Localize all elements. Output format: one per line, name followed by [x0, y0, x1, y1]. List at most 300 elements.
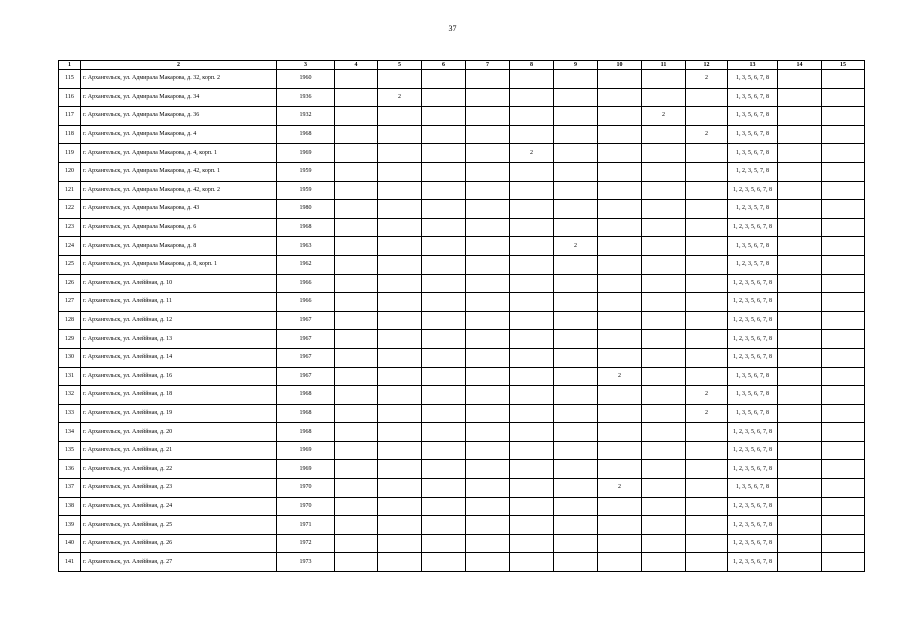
cell-col-9 [554, 479, 598, 498]
cell-col-11 [642, 441, 686, 460]
cell-col-3: 1967 [277, 311, 335, 330]
cell-col-4 [335, 311, 378, 330]
cell-col-8 [510, 125, 554, 144]
cell-col-13: 1, 2, 3, 5, 7, 8 [728, 200, 778, 219]
cell-col-2: г. Архангельск, ул. Адмирала Макарова, д. 4, корп. 1 [81, 144, 277, 163]
cell-col-15 [822, 423, 865, 442]
cell-col-13: 1, 2, 3, 5, 6, 7, 8 [728, 460, 778, 479]
cell-col-10 [598, 311, 642, 330]
cell-col-11 [642, 255, 686, 274]
table-row [59, 311, 865, 330]
cell-col-10 [598, 125, 642, 144]
cell-col-11 [642, 181, 686, 200]
table-row [59, 516, 865, 535]
cell-col-5 [378, 423, 422, 442]
cell-col-1: 131 [59, 367, 81, 386]
cell-col-9 [554, 162, 598, 181]
cell-col-3: 1970 [277, 479, 335, 498]
cell-col-13: 1, 2, 3, 5, 6, 7, 8 [728, 553, 778, 572]
cell-col-5 [378, 274, 422, 293]
cell-col-5 [378, 516, 422, 535]
cell-col-7 [466, 274, 510, 293]
cell-col-8 [510, 348, 554, 367]
cell-col-4 [335, 330, 378, 349]
cell-col-11 [642, 348, 686, 367]
cell-col-2: г. Архангельск, ул. Адмирала Макарова, д. 32, корп. 2 [81, 70, 277, 89]
cell-col-7 [466, 200, 510, 219]
cell-col-14 [778, 218, 822, 237]
cell-col-4 [335, 293, 378, 312]
cell-col-10 [598, 553, 642, 572]
cell-col-3: 1968 [277, 423, 335, 442]
cell-col-5 [378, 162, 422, 181]
cell-col-6 [422, 88, 466, 107]
cell-col-1: 140 [59, 534, 81, 553]
cell-col-12 [686, 218, 728, 237]
column-header-12: 12 [686, 61, 728, 70]
cell-col-6 [422, 423, 466, 442]
cell-col-7 [466, 218, 510, 237]
cell-col-6 [422, 553, 466, 572]
cell-col-1: 141 [59, 553, 81, 572]
cell-col-4 [335, 274, 378, 293]
cell-col-10 [598, 237, 642, 256]
cell-col-1: 115 [59, 70, 81, 89]
cell-col-5 [378, 293, 422, 312]
cell-col-9 [554, 218, 598, 237]
cell-col-9 [554, 70, 598, 89]
cell-col-12 [686, 479, 728, 498]
cell-col-10 [598, 386, 642, 405]
cell-col-8 [510, 553, 554, 572]
register-table [58, 60, 865, 572]
cell-col-14 [778, 330, 822, 349]
cell-col-3: 1967 [277, 367, 335, 386]
cell-col-13: 1, 2, 3, 5, 6, 7, 8 [728, 441, 778, 460]
cell-col-4 [335, 107, 378, 126]
cell-col-8 [510, 497, 554, 516]
cell-col-9 [554, 293, 598, 312]
cell-col-3: 1970 [277, 497, 335, 516]
cell-col-7 [466, 88, 510, 107]
cell-col-7 [466, 386, 510, 405]
cell-col-5 [378, 107, 422, 126]
cell-col-6 [422, 107, 466, 126]
cell-col-12 [686, 330, 728, 349]
cell-col-3: 1966 [277, 274, 335, 293]
cell-col-10 [598, 88, 642, 107]
cell-col-2: г. Архангельск, ул. Алеййная, д. 14 [81, 348, 277, 367]
cell-col-5 [378, 70, 422, 89]
table-row [59, 479, 865, 498]
table-row [59, 274, 865, 293]
column-header-5: 5 [378, 61, 422, 70]
cell-col-11 [642, 367, 686, 386]
column-header-6: 6 [422, 61, 466, 70]
cell-col-6 [422, 479, 466, 498]
cell-col-7 [466, 460, 510, 479]
cell-col-8 [510, 441, 554, 460]
cell-col-12 [686, 237, 728, 256]
cell-col-10 [598, 293, 642, 312]
cell-col-9 [554, 274, 598, 293]
cell-col-9 [554, 553, 598, 572]
cell-col-12 [686, 107, 728, 126]
cell-col-7 [466, 497, 510, 516]
cell-col-3: 1969 [277, 460, 335, 479]
cell-col-3: 1959 [277, 162, 335, 181]
cell-col-10: 2 [598, 367, 642, 386]
table-row [59, 88, 865, 107]
cell-col-15 [822, 162, 865, 181]
cell-col-7 [466, 181, 510, 200]
cell-col-15 [822, 70, 865, 89]
cell-col-2: г. Архангельск, ул. Адмирала Макарова, д. 42, корп. 2 [81, 181, 277, 200]
cell-col-10 [598, 534, 642, 553]
cell-col-8 [510, 404, 554, 423]
cell-col-11 [642, 497, 686, 516]
table-row [59, 460, 865, 479]
cell-col-15 [822, 497, 865, 516]
cell-col-7 [466, 293, 510, 312]
table-row [59, 423, 865, 442]
cell-col-2: г. Архангельск, ул. Алеййная, д. 18 [81, 386, 277, 405]
cell-col-14 [778, 441, 822, 460]
cell-col-13: 1, 2, 3, 5, 6, 7, 8 [728, 330, 778, 349]
cell-col-13: 1, 3, 5, 6, 7, 8 [728, 237, 778, 256]
table-row [59, 107, 865, 126]
table-row [59, 200, 865, 219]
cell-col-14 [778, 479, 822, 498]
cell-col-6 [422, 311, 466, 330]
cell-col-10 [598, 497, 642, 516]
cell-col-9 [554, 200, 598, 219]
cell-col-2: г. Архангельск, ул. Алеййная, д. 26 [81, 534, 277, 553]
cell-col-2: г. Архангельск, ул. Алеййная, д. 12 [81, 311, 277, 330]
cell-col-3: 1968 [277, 125, 335, 144]
cell-col-9 [554, 441, 598, 460]
cell-col-4 [335, 404, 378, 423]
cell-col-8 [510, 293, 554, 312]
cell-col-14 [778, 144, 822, 163]
cell-col-3: 1968 [277, 386, 335, 405]
cell-col-13: 1, 2, 3, 5, 6, 7, 8 [728, 293, 778, 312]
column-header-3: 3 [277, 61, 335, 70]
cell-col-3: 1980 [277, 200, 335, 219]
cell-col-8 [510, 534, 554, 553]
cell-col-7 [466, 534, 510, 553]
cell-col-11 [642, 218, 686, 237]
header-row [59, 61, 865, 70]
cell-col-6 [422, 200, 466, 219]
cell-col-11 [642, 88, 686, 107]
cell-col-12 [686, 144, 728, 163]
cell-col-15 [822, 386, 865, 405]
cell-col-7 [466, 423, 510, 442]
table-row [59, 218, 865, 237]
cell-col-15 [822, 293, 865, 312]
cell-col-3: 1969 [277, 441, 335, 460]
cell-col-15 [822, 107, 865, 126]
cell-col-12 [686, 460, 728, 479]
cell-col-7 [466, 441, 510, 460]
cell-col-15 [822, 367, 865, 386]
cell-col-6 [422, 497, 466, 516]
table-row [59, 293, 865, 312]
cell-col-1: 133 [59, 404, 81, 423]
page-number: 37 [448, 24, 457, 33]
cell-col-8 [510, 274, 554, 293]
cell-col-3: 1932 [277, 107, 335, 126]
cell-col-1: 126 [59, 274, 81, 293]
cell-col-15 [822, 404, 865, 423]
cell-col-9 [554, 423, 598, 442]
cell-col-12 [686, 441, 728, 460]
cell-col-4 [335, 200, 378, 219]
cell-col-15 [822, 237, 865, 256]
cell-col-9 [554, 330, 598, 349]
cell-col-13: 1, 3, 5, 6, 7, 8 [728, 107, 778, 126]
cell-col-14 [778, 348, 822, 367]
cell-col-12: 2 [686, 125, 728, 144]
cell-col-14 [778, 274, 822, 293]
cell-col-6 [422, 348, 466, 367]
cell-col-14 [778, 497, 822, 516]
cell-col-13: 1, 2, 3, 5, 6, 7, 8 [728, 423, 778, 442]
cell-col-11 [642, 386, 686, 405]
cell-col-2: г. Архангельск, ул. Алеййная, д. 23 [81, 479, 277, 498]
cell-col-11 [642, 404, 686, 423]
cell-col-10 [598, 441, 642, 460]
cell-col-1: 116 [59, 88, 81, 107]
cell-col-15 [822, 144, 865, 163]
cell-col-8 [510, 70, 554, 89]
cell-col-15 [822, 125, 865, 144]
table-row [59, 367, 865, 386]
cell-col-3: 1962 [277, 255, 335, 274]
cell-col-5: 2 [378, 88, 422, 107]
cell-col-7 [466, 479, 510, 498]
cell-col-12 [686, 311, 728, 330]
cell-col-6 [422, 274, 466, 293]
cell-col-2: г. Архангельск, ул. Алеййная, д. 13 [81, 330, 277, 349]
cell-col-3: 1972 [277, 534, 335, 553]
cell-col-1: 136 [59, 460, 81, 479]
table-row [59, 162, 865, 181]
cell-col-11 [642, 162, 686, 181]
cell-col-11 [642, 237, 686, 256]
cell-col-10 [598, 330, 642, 349]
cell-col-9 [554, 255, 598, 274]
cell-col-15 [822, 181, 865, 200]
cell-col-13: 1, 2, 3, 5, 6, 7, 8 [728, 348, 778, 367]
cell-col-5 [378, 200, 422, 219]
cell-col-7 [466, 144, 510, 163]
cell-col-1: 124 [59, 237, 81, 256]
cell-col-13: 1, 3, 5, 6, 7, 8 [728, 88, 778, 107]
cell-col-5 [378, 441, 422, 460]
cell-col-15 [822, 460, 865, 479]
cell-col-6 [422, 181, 466, 200]
cell-col-15 [822, 255, 865, 274]
cell-col-7 [466, 404, 510, 423]
cell-col-3: 1963 [277, 237, 335, 256]
table-row [59, 497, 865, 516]
cell-col-2: г. Архангельск, ул. Алеййная, д. 10 [81, 274, 277, 293]
cell-col-5 [378, 125, 422, 144]
cell-col-3: 1973 [277, 553, 335, 572]
cell-col-13: 1, 3, 5, 6, 7, 8 [728, 367, 778, 386]
cell-col-10 [598, 107, 642, 126]
cell-col-15 [822, 553, 865, 572]
cell-col-9 [554, 311, 598, 330]
cell-col-4 [335, 386, 378, 405]
cell-col-14 [778, 181, 822, 200]
table-row [59, 404, 865, 423]
cell-col-11: 2 [642, 107, 686, 126]
cell-col-1: 123 [59, 218, 81, 237]
cell-col-3: 1971 [277, 516, 335, 535]
cell-col-12 [686, 423, 728, 442]
cell-col-6 [422, 293, 466, 312]
cell-col-14 [778, 553, 822, 572]
cell-col-6 [422, 237, 466, 256]
cell-col-2: г. Архангельск, ул. Адмирала Макарова, д. 34 [81, 88, 277, 107]
cell-col-14 [778, 70, 822, 89]
cell-col-12 [686, 200, 728, 219]
cell-col-9 [554, 144, 598, 163]
cell-col-13: 1, 2, 3, 5, 6, 7, 8 [728, 516, 778, 535]
cell-col-12 [686, 293, 728, 312]
cell-col-5 [378, 367, 422, 386]
cell-col-14 [778, 534, 822, 553]
cell-col-4 [335, 553, 378, 572]
cell-col-10 [598, 348, 642, 367]
table-row [59, 181, 865, 200]
cell-col-8: 2 [510, 144, 554, 163]
cell-col-14 [778, 386, 822, 405]
cell-col-11 [642, 293, 686, 312]
cell-col-6 [422, 367, 466, 386]
cell-col-5 [378, 311, 422, 330]
cell-col-8 [510, 181, 554, 200]
cell-col-2: г. Архангельск, ул. Алеййная, д. 20 [81, 423, 277, 442]
cell-col-14 [778, 107, 822, 126]
cell-col-3: 1936 [277, 88, 335, 107]
cell-col-14 [778, 125, 822, 144]
table-row [59, 386, 865, 405]
cell-col-14 [778, 460, 822, 479]
cell-col-15 [822, 218, 865, 237]
cell-col-2: г. Архангельск, ул. Адмирала Макарова, д. 36 [81, 107, 277, 126]
cell-col-1: 128 [59, 311, 81, 330]
cell-col-1: 118 [59, 125, 81, 144]
cell-col-2: г. Архангельск, ул. Алеййная, д. 27 [81, 553, 277, 572]
cell-col-15 [822, 274, 865, 293]
cell-col-4 [335, 237, 378, 256]
cell-col-1: 129 [59, 330, 81, 349]
cell-col-5 [378, 404, 422, 423]
cell-col-4 [335, 367, 378, 386]
cell-col-10 [598, 274, 642, 293]
column-header-7: 7 [466, 61, 510, 70]
cell-col-1: 130 [59, 348, 81, 367]
cell-col-2: г. Архангельск, ул. Алеййная, д. 16 [81, 367, 277, 386]
cell-col-4 [335, 497, 378, 516]
cell-col-12 [686, 534, 728, 553]
cell-col-15 [822, 534, 865, 553]
cell-col-15 [822, 88, 865, 107]
cell-col-7 [466, 255, 510, 274]
cell-col-2: г. Архангельск, ул. Адмирала Макарова, д. 43 [81, 200, 277, 219]
cell-col-3: 1967 [277, 330, 335, 349]
cell-col-5 [378, 460, 422, 479]
cell-col-12 [686, 516, 728, 535]
cell-col-3: 1966 [277, 293, 335, 312]
cell-col-12 [686, 367, 728, 386]
cell-col-5 [378, 534, 422, 553]
cell-col-6 [422, 404, 466, 423]
cell-col-2: г. Архангельск, ул. Адмирала Макарова, д. 8, корп. 1 [81, 255, 277, 274]
cell-col-2: г. Архангельск, ул. Адмирала Макарова, д. 4 [81, 125, 277, 144]
cell-col-7 [466, 367, 510, 386]
cell-col-7 [466, 162, 510, 181]
cell-col-12 [686, 181, 728, 200]
cell-col-15 [822, 479, 865, 498]
cell-col-4 [335, 255, 378, 274]
cell-col-9 [554, 534, 598, 553]
cell-col-13: 1, 2, 3, 5, 6, 7, 8 [728, 181, 778, 200]
cell-col-14 [778, 311, 822, 330]
cell-col-15 [822, 311, 865, 330]
cell-col-12 [686, 553, 728, 572]
table-row [59, 348, 865, 367]
cell-col-9 [554, 386, 598, 405]
cell-col-12: 2 [686, 386, 728, 405]
cell-col-11 [642, 330, 686, 349]
cell-col-13: 1, 2, 3, 5, 6, 7, 8 [728, 534, 778, 553]
cell-col-10 [598, 255, 642, 274]
cell-col-4 [335, 70, 378, 89]
cell-col-4 [335, 88, 378, 107]
cell-col-13: 1, 2, 3, 5, 7, 8 [728, 162, 778, 181]
cell-col-13: 1, 3, 5, 6, 7, 8 [728, 70, 778, 89]
cell-col-14 [778, 88, 822, 107]
column-header-14: 14 [778, 61, 822, 70]
column-header-2: 2 [81, 61, 277, 70]
cell-col-9 [554, 107, 598, 126]
cell-col-6 [422, 386, 466, 405]
cell-col-8 [510, 88, 554, 107]
cell-col-5 [378, 348, 422, 367]
cell-col-7 [466, 237, 510, 256]
cell-col-13: 1, 2, 3, 5, 6, 7, 8 [728, 274, 778, 293]
table-row [59, 553, 865, 572]
cell-col-6 [422, 441, 466, 460]
cell-col-10 [598, 218, 642, 237]
cell-col-9 [554, 460, 598, 479]
cell-col-12: 2 [686, 404, 728, 423]
cell-col-3: 1968 [277, 404, 335, 423]
cell-col-12 [686, 497, 728, 516]
cell-col-14 [778, 237, 822, 256]
cell-col-12 [686, 348, 728, 367]
cell-col-14 [778, 367, 822, 386]
cell-col-8 [510, 367, 554, 386]
cell-col-1: 117 [59, 107, 81, 126]
cell-col-13: 1, 2, 3, 5, 6, 7, 8 [728, 497, 778, 516]
cell-col-1: 127 [59, 293, 81, 312]
